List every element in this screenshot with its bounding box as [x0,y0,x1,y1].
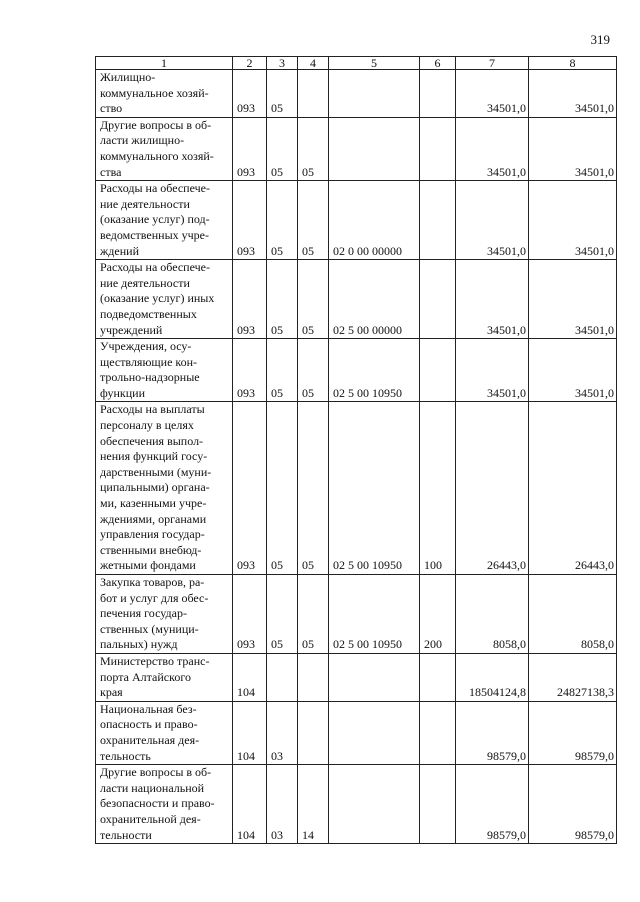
amount-year-2: 34501,0 [529,70,617,118]
table-row [96,575,617,654]
amount-year-1: 8058,0 [456,575,529,654]
amount-year-1: 98579,0 [456,701,529,764]
code-ministry: 093 [233,339,267,402]
code-target: 02 5 00 10950 [329,339,420,402]
code-ministry: 104 [233,765,267,844]
table-row [96,260,617,339]
code-target: 02 0 00 00000 [329,181,420,260]
code-ministry: 104 [233,701,267,764]
amount-year-1: 18504124,8 [456,653,529,701]
col-header-4: 4 [298,57,329,70]
code-target [329,701,420,764]
code-expense-type: 100 [420,402,456,575]
row-name: Другие вопросы в об- ласти жилищно- коммунального хозяй- ства [96,117,233,180]
code-target [329,653,420,701]
amount-year-1: 26443,0 [456,402,529,575]
page-number: 319 [590,32,610,47]
code-ministry: 104 [233,653,267,701]
code-target: 02 5 00 10950 [329,402,420,575]
col-header-3: 3 [267,57,298,70]
code-subsection [298,70,329,118]
amount-year-2: 34501,0 [529,181,617,260]
col-header-8: 8 [529,57,617,70]
code-section: 05 [267,70,298,118]
code-section: 05 [267,260,298,339]
row-name: Другие вопросы в об- ласти национальной безопасности и право- охранительной дея- тельности [96,765,233,844]
budget-table [95,56,617,844]
code-expense-type [420,765,456,844]
table-row [96,402,617,575]
amount-year-1: 34501,0 [456,181,529,260]
code-subsection [298,653,329,701]
row-name: Национальная без- опасность и право- охранительная дея- тельность [96,701,233,764]
code-expense-type: 200 [420,575,456,654]
row-name: Расходы на обеспече- ние деятельности (оказание услуг) иных подведомственных учреждений [96,260,233,339]
col-header-1: 1 [96,57,233,70]
code-ministry: 093 [233,70,267,118]
amount-year-1: 34501,0 [456,339,529,402]
col-header-6: 6 [420,57,456,70]
code-subsection: 05 [298,181,329,260]
code-subsection: 05 [298,117,329,180]
code-section: 05 [267,402,298,575]
amount-year-1: 34501,0 [456,117,529,180]
code-expense-type [420,117,456,180]
code-ministry: 093 [233,402,267,575]
col-header-5: 5 [329,57,420,70]
amount-year-1: 34501,0 [456,70,529,118]
code-target [329,765,420,844]
code-ministry: 093 [233,181,267,260]
amount-year-1: 34501,0 [456,260,529,339]
header-row [96,57,617,70]
row-name: Расходы на выплаты персоналу в целях обеспечения выпол- нения функций госу- дарственными (муни- ципальными) органа- ми, казенными учре- ждениями, органами управления государ- ственными внебюд- жетными фондами [96,402,233,575]
amount-year-2: 34501,0 [529,339,617,402]
code-target [329,70,420,118]
row-name: Министерство транс- порта Алтайского края [96,653,233,701]
row-name: Закупка товаров, ра- бот и услуг для обес- печения государ- ственных (муници- пальных) нужд [96,575,233,654]
row-name: Жилищно- коммунальное хозяй- ство [96,70,233,118]
table-row [96,653,617,701]
amount-year-2: 26443,0 [529,402,617,575]
code-section: 03 [267,765,298,844]
row-name: Расходы на обеспече- ние деятельности (оказание услуг) под- ведомственных учре- ждений [96,181,233,260]
code-ministry: 093 [233,260,267,339]
code-ministry: 093 [233,117,267,180]
code-section [267,653,298,701]
code-ministry: 093 [233,575,267,654]
code-expense-type [420,701,456,764]
col-header-7: 7 [456,57,529,70]
amount-year-2: 8058,0 [529,575,617,654]
table-row [96,765,617,844]
amount-year-2: 34501,0 [529,260,617,339]
code-subsection: 05 [298,402,329,575]
amount-year-2: 34501,0 [529,117,617,180]
code-target: 02 5 00 00000 [329,260,420,339]
code-target [329,117,420,180]
amount-year-2: 24827138,3 [529,653,617,701]
code-expense-type [420,653,456,701]
code-subsection: 14 [298,765,329,844]
code-expense-type [420,339,456,402]
amount-year-1: 98579,0 [456,765,529,844]
code-expense-type [420,70,456,118]
table-row [96,117,617,180]
code-subsection [298,701,329,764]
table-row [96,70,617,118]
code-section: 05 [267,181,298,260]
table-row [96,181,617,260]
col-header-2: 2 [233,57,267,70]
code-section: 03 [267,701,298,764]
code-subsection: 05 [298,575,329,654]
code-subsection: 05 [298,260,329,339]
code-section: 05 [267,575,298,654]
amount-year-2: 98579,0 [529,701,617,764]
code-subsection: 05 [298,339,329,402]
code-section: 05 [267,339,298,402]
amount-year-2: 98579,0 [529,765,617,844]
row-name: Учреждения, осу- ществляющие кон- трольно-надзорные функции [96,339,233,402]
code-target: 02 5 00 10950 [329,575,420,654]
table-row [96,701,617,764]
table-row [96,339,617,402]
code-expense-type [420,181,456,260]
code-section: 05 [267,117,298,180]
code-expense-type [420,260,456,339]
